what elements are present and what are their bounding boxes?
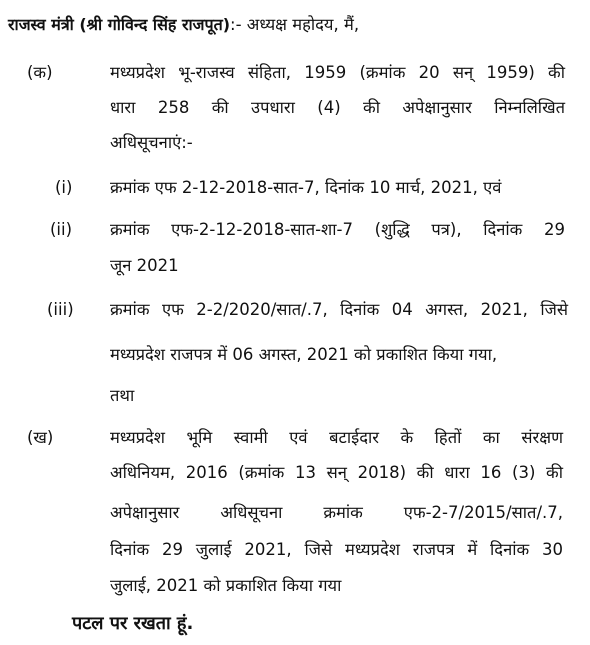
item-ii-line-1: क्रमांक एफ-2-12-2018-सात-शा-7 (शुद्धि पत्र), दिनांक 29 (110, 220, 565, 239)
section-kha-line-1: मध्यप्रदेश भूमि स्वामी एवं बटाईदार के हितों का संरक्षण (110, 428, 563, 447)
header-line (8, 17, 359, 34)
section-kha-line-5: जुलाई, 2021 को प्रकाशित किया गया (110, 576, 342, 595)
item-iii-number: (iii) (47, 300, 74, 319)
section-ka-line-2: धारा 258 की उपधारा (4) की अपेक्षानुसार निम्नलिखित (110, 98, 565, 117)
section-ka-label: (क) (27, 63, 53, 82)
speech-opening: :- अध्यक्ष महोदय, मैं, (230, 15, 360, 34)
item-i-line-1: क्रमांक एफ 2-12-2018-सात-7, दिनांक 10 मार्च, 2021, एवं (110, 178, 502, 197)
closing-statement: पटल पर रखता हूं. (72, 613, 194, 634)
item-i-number: (i) (55, 178, 73, 197)
speaker-name: राजस्व मंत्री (श्री गोविन्द सिंह राजपूत) (8, 15, 231, 34)
section-kha-line-4: दिनांक 29 जुलाई 2021, जिसे मध्यप्रदेश राजपत्र में दिनांक 30 (110, 540, 563, 559)
section-kha-line-3: अपेक्षानुसार अधिसूचना क्रमांक एफ-2-7/2015/सात/.7, (110, 503, 563, 522)
item-iii-line-2: मध्यप्रदेश राजपत्र में 06 अगस्त, 2021 को प्रकाशित किया गया, (110, 345, 498, 364)
section-ka-line-1: मध्यप्रदेश भू-राजस्व संहिता, 1959 (क्रमांक 20 सन् 1959) की (110, 63, 565, 82)
item-ii-line-2: जून 2021 (110, 256, 179, 275)
section-kha-line-2: अधिनियम, 2016 (क्रमांक 13 सन् 2018) की धारा 16 (3) की (110, 463, 563, 482)
section-ka-line-3: अधिसूचनाएं:- (110, 133, 193, 152)
section-kha-label: (ख) (27, 428, 54, 447)
item-iii-line-3: तथा (110, 386, 135, 405)
item-ii-number: (ii) (50, 220, 73, 239)
item-iii-line-1: क्रमांक एफ 2-2/2020/सात/.7, दिनांक 04 अगस्त, 2021, जिसे (110, 300, 568, 319)
